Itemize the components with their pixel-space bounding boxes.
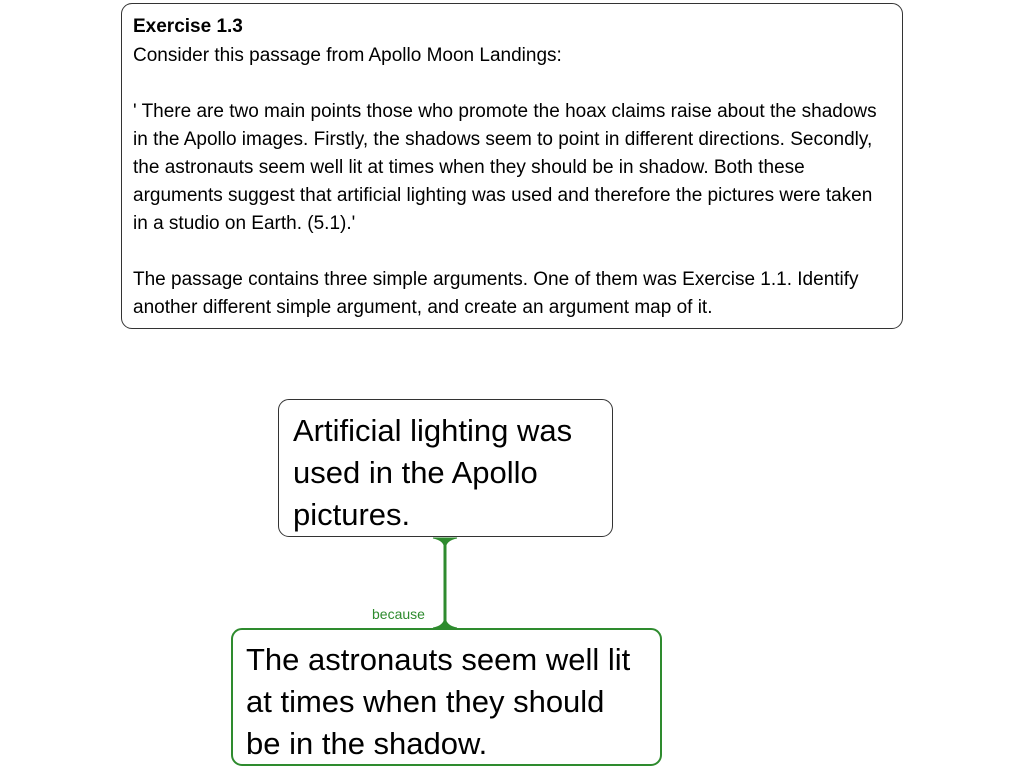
connector-top-flare (433, 538, 457, 550)
claim-box[interactable] (278, 399, 613, 537)
exercise-title: Exercise 1.3 (133, 16, 243, 37)
exercise-quote: ' There are two main points those who promote the hoax claims raise about the shadows in the Apollo images. Firstly, the shadows seem to point in different directions. Secondly, the astronauts seem well lit at times when they should be in shadow. Both these arguments suggest that artificial lighting was used and therefore the pictures were taken in a studio on Earth. (5.1).' (133, 101, 877, 234)
connector-bottom-flare (433, 616, 457, 628)
exercise-panel (121, 3, 903, 329)
exercise-intro: Consider this passage from Apollo Moon Landings: (133, 45, 562, 66)
because-label: because (372, 606, 425, 622)
exercise-task: The passage contains three simple arguments. One of them was Exercise 1.1. Identify another different simple argument, and create an argument map of it. (133, 269, 859, 318)
reason-text: The astronauts seem well lit at times when they should be in the shadow. (246, 642, 631, 761)
claim-text: Artificial lighting was used in the Apollo pictures. (293, 413, 573, 532)
reason-box[interactable] (231, 628, 662, 766)
